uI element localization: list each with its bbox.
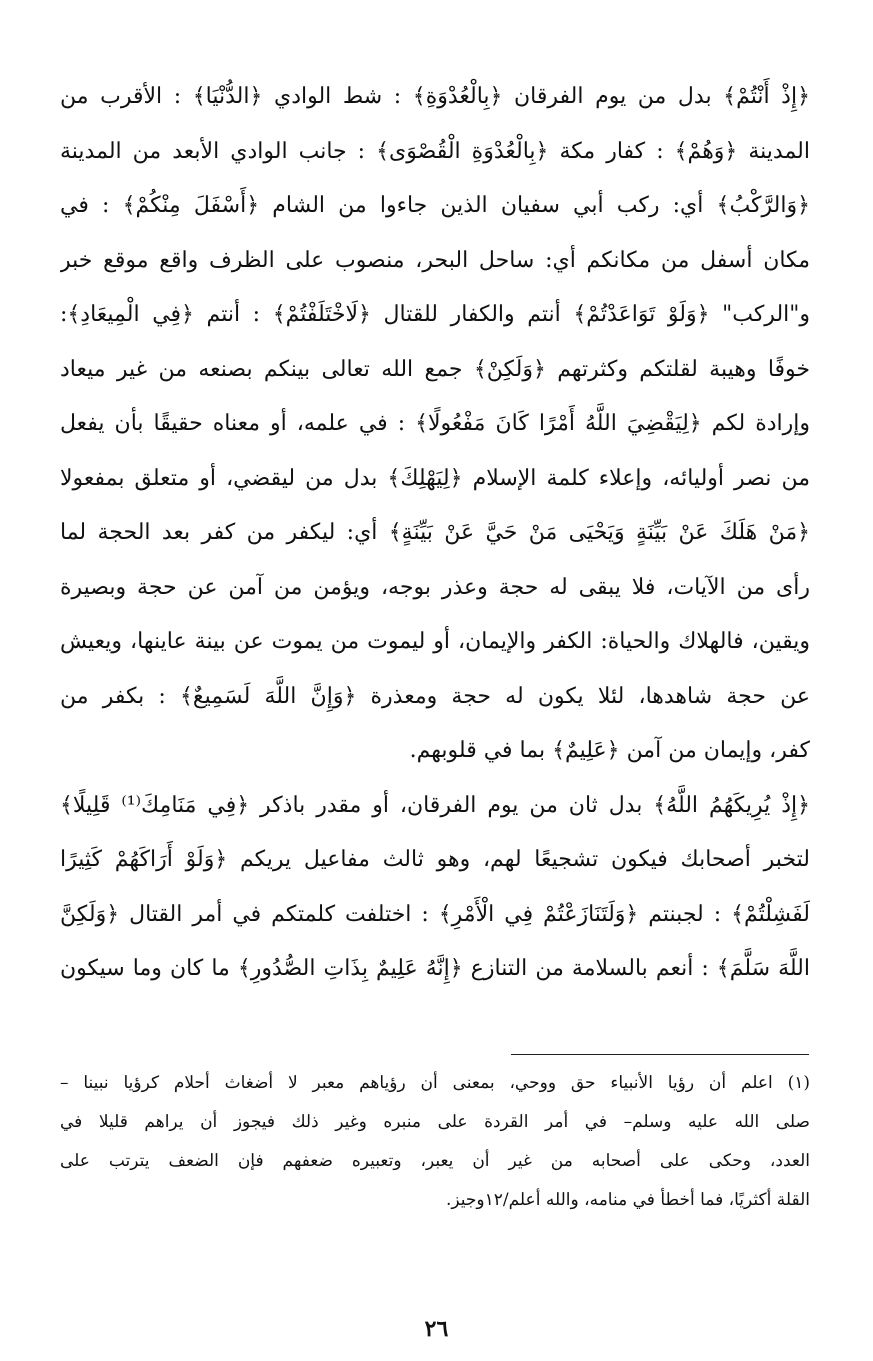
text-line: خوفًا وهيبة لقلتكم وكثرتهم ﴿وَلَكِنْ﴾ جمع الله تعالى بينكم بصنعه من غير ميعاد bbox=[60, 356, 810, 382]
text-line: ﴿إِذْ أَنْتُمْ﴾ بدل من يوم الفرقان ﴿بِالْعُدْوَةِ﴾ : شط الوادي ﴿الدُّنْيَا﴾ : الأقرب من bbox=[60, 84, 810, 109]
text-line: ﴿مَنْ هَلَكَ عَنْ بَيِّنَةٍ وَيَحْيَى مَنْ حَيَّ عَنْ بَيِّنَةٍ﴾ أي: ليكفر من كفر بعد الحجة لما bbox=[60, 520, 810, 545]
text-line: من نصر أوليائه، وإعلاء كلمة الإسلام ﴿لِيَهْلِكَ﴾ بدل من ليقضي، أو متعلق بمفعولا bbox=[60, 465, 810, 491]
text-line: لَفَشِلْتُمْ﴾ : لجبنتم ﴿وَلَتَنَازَعْتُمْ فِي الْأَمْرِ﴾ : اختلفت كلمتكم في أمر القتال ﴿وَلَكِنَّ bbox=[60, 901, 810, 927]
footnote-separator bbox=[511, 1054, 809, 1055]
footnote-line: العدد، وحكى على أصحابه من غير أن يعبر، وتعبيره ضعفهم فإن الضعف يترتب على bbox=[60, 1151, 810, 1171]
main-text bbox=[60, 70, 810, 997]
text-line: اللَّهَ سَلَّمَ﴾ : أنعم بالسلامة من التنازع ﴿إِنَّهُ عَلِيمٌ بِذَاتِ الصُّدُورِ﴾ ما كان وما سيكون bbox=[60, 956, 810, 981]
page-number: ٢٦ bbox=[424, 1316, 449, 1342]
text-line: ﴿وَالرَّكْبُ﴾ أي: ركب أبي سفيان الذين جاءوا من الشام ﴿أَسْفَلَ مِنْكُمْ﴾ : في bbox=[60, 193, 810, 218]
footnote bbox=[60, 1064, 810, 1220]
footnote-line: (١) اعلم أن رؤيا الأنبياء حق ووحي، بمعنى أن رؤياهم معبر لا أضغاث أحلام كرؤيا نبينا – bbox=[60, 1073, 810, 1093]
text-line: لتخبر أصحابك فيكون تشجيعًا لهم، وهو ثالث مفاعيل يريكم ﴿وَلَوْ أَرَاكَهُمْ كَثِيرًا bbox=[60, 847, 810, 872]
text-line: رأى من الآيات، فلا يبقى له حجة وعذر بوجه، ويؤمن من آمن عن حجة وبصيرة bbox=[60, 574, 810, 600]
text-line: مكان أسفل من مكانكم أي: ساحل البحر، منصوب على الظرف واقع موقع خبر bbox=[60, 247, 810, 273]
footnote-line: القلة أكثريًا، فما أخطأ في منامه، والله أعلم/١٢وجيز. bbox=[445, 1190, 810, 1210]
footnote-line: صلى الله عليه وسلم– في أمر القردة على منبره وغير ذلك فيجوز أن يراهم قليلا في bbox=[60, 1112, 810, 1132]
text-line: المدينة ﴿وَهُمْ﴾ : كفار مكة ﴿بِالْعُدْوَةِ الْقُصْوَى﴾ : جانب الوادي الأبعد من المدينة bbox=[60, 138, 810, 164]
text-line: ويقين، فالهلاك والحياة: الكفر والإيمان، أو ليموت من يموت عن بينة عاينها، ويعيش bbox=[60, 629, 810, 654]
text-line: عن حجة شاهدها، لئلا يكون له حجة ومعذرة ﴿وَإِنَّ اللَّهَ لَسَمِيعٌ﴾ : بكفر من bbox=[60, 683, 810, 709]
paragraph-end-line: كفر، وإيمان من آمن ﴿عَلِيمٌ﴾ بما في قلوبهم. bbox=[409, 738, 810, 763]
text-line: و"الركب" ﴿وَلَوْ تَوَاعَدْتُمْ﴾ أنتم والكفار للقتال ﴿لَاخْتَلَفْتُمْ﴾ : أنتم ﴿فِي الْمِيعَادِ﴾: bbox=[60, 302, 810, 327]
text-line: ﴿إِذْ يُرِيكَهُمُ اللَّهُ﴾ بدل ثان من يوم الفرقان، أو مقدر باذكر ﴿فِي مَنَامِكَ⁽¹⁾ قَلِيلًا﴾ bbox=[60, 792, 810, 818]
text-line: وإرادة لكم ﴿لِيَقْضِيَ اللَّهُ أَمْرًا كَانَ مَفْعُولًا﴾ : في علمه، أو معناه حقيقًا بأن يفعل bbox=[60, 411, 810, 436]
